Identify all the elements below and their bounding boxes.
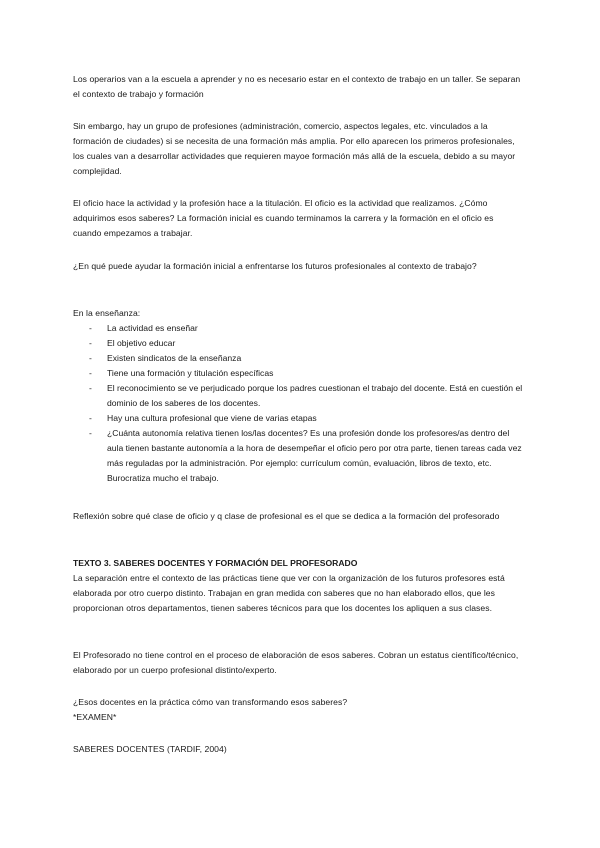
- list-item: [73, 381, 523, 411]
- list-item-text: Tiene una formación y titulación específicas: [107, 368, 274, 378]
- paragraph-oficio: El oficio hace la actividad y la profesión hace a la titulación. El oficio es la actividad que realizamos. ¿Cómo adquirimos esos saberes? La formación inicial es cuando terminamos la carrera y la formación en el oficio es cuando empezamos a trabajar.: [73, 198, 494, 238]
- list-item-text: La actividad es enseñar: [107, 323, 198, 333]
- exam-note: *EXAMEN*: [73, 712, 117, 722]
- list-dash: -: [89, 383, 92, 393]
- list-dash: -: [89, 428, 92, 438]
- paragraph-ensenanza-intro: En la enseñanza:: [73, 308, 141, 318]
- list-item: [73, 321, 523, 336]
- paragraph-saberes-docentes: SABERES DOCENTES (TARDIF, 2004): [73, 744, 227, 754]
- paragraph-profesorado-control: El Profesorado no tiene control en el proceso de elaboración de esos saberes. Cobran un estatus científico/técnico, elaborado por un cuerpo profesional distinto/experto.: [73, 650, 519, 675]
- list-item: [73, 411, 523, 426]
- paragraph-separacion: La separación entre el contexto de las prácticas tiene que ver con la organización de los futuros profesores está elaborada por otro cuerpo distinto. Trabajan en gran medida con saberes que no han elaborado ellos, que les proporcionan otros departamentos, tienen saberes técnicos para que los docentes los apliquen a sus clases.: [73, 573, 505, 613]
- list-item-text: ¿Cuánta autonomía relativa tienen los/las docentes? Es una profesión donde los profesores/as dentro del aula tienen bastante autonomía a la hora de desempeñar el oficio pero por otra parte, tienen tareas cada vez más reguladas por la administración. Por ejemplo: currículum común, evaluación, libros de texto, etc. Burocratiza mucho el trabajo.: [107, 428, 522, 483]
- list-dash: -: [89, 353, 92, 363]
- paragraph-pregunta-formacion: ¿En qué puede ayudar la formación inicial a enfrentarse los futuros profesionales al contexto de trabajo?: [73, 261, 477, 271]
- paragraph-profesiones: Sin embargo, hay un grupo de profesiones (administración, comercio, aspectos legales, etc. vinculados a la formación de ciudades) si se necesita de una formación más amplia. Por ello aparecen los primeros profesionales, los cuales van a desarrollar actividades que requieren mayoe formación más allá de la escuela, debido a su mayor complejidad.: [73, 121, 516, 176]
- list-dash: -: [89, 338, 92, 348]
- paragraph-pregunta-docentes: ¿Esos docentes en la práctica cómo van transformando esos saberes?: [73, 697, 348, 707]
- list-item-text: Existen sindicatos de la enseñanza: [107, 353, 242, 363]
- list-item: [73, 336, 523, 351]
- list-item-text: El objetivo educar: [107, 338, 176, 348]
- ensenanza-list: [73, 321, 523, 486]
- list-item: [73, 351, 523, 366]
- list-dash: -: [89, 413, 92, 423]
- list-dash: -: [89, 368, 92, 378]
- list-dash: -: [89, 323, 92, 333]
- paragraph-reflexion: Reflexión sobre qué clase de oficio y q clase de profesional es el que se dedica a la formación del profesorado: [73, 511, 500, 521]
- list-item: [73, 426, 523, 486]
- paragraph-operarios: Los operarios van a la escuela a aprender y no es necesario estar en el contexto de trabajo en un taller. Se separan el contexto de trabajo y formación: [73, 74, 521, 99]
- list-item-text: El reconocimiento se ve perjudicado porque los padres cuestionan el trabajo del docente. Está en cuestión el dominio de los saberes de los docentes.: [107, 383, 523, 408]
- list-item-text: Hay una cultura profesional que viene de varias etapas: [107, 413, 317, 423]
- section-heading: TEXTO 3. SABERES DOCENTES Y FORMACIÓN DEL PROFESORADO: [73, 558, 358, 568]
- list-item: [73, 366, 523, 381]
